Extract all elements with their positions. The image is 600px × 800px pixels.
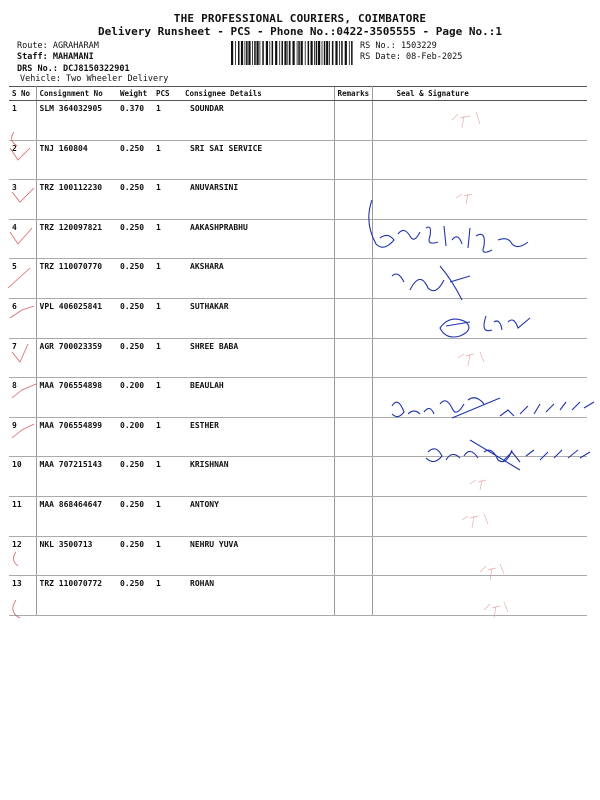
barcode-bar <box>241 41 243 65</box>
row-consignment-no: TRZ 110070770 <box>36 259 117 299</box>
drs-number: DRS No.: DCJ8150322901 <box>17 64 130 74</box>
row-pcs: 1 <box>153 298 182 338</box>
row-weight: 0.250 <box>117 298 153 338</box>
row-weight: 0.250 <box>117 140 153 180</box>
table-row <box>9 101 587 141</box>
row-pcs: 1 <box>153 417 182 457</box>
row-sno: 7 <box>9 338 36 378</box>
barcode-bar <box>282 41 284 65</box>
row-remarks <box>334 219 372 259</box>
barcode-bar <box>341 41 343 65</box>
table-row <box>9 536 587 576</box>
row-consignee: AAKASHPRABHU <box>182 219 334 259</box>
row-sno: 5 <box>9 259 36 299</box>
row-weight: 0.370 <box>117 101 153 141</box>
row-consignment-no: TRZ 100112230 <box>36 180 117 220</box>
barcode-bar <box>339 41 340 65</box>
row-sno: 12 <box>9 536 36 576</box>
row-sno: 10 <box>9 457 36 497</box>
row-sno: 3 <box>9 180 36 220</box>
row-pcs: 1 <box>153 259 182 299</box>
row-pcs: 1 <box>153 140 182 180</box>
barcode-bar <box>266 41 268 65</box>
row-sno: 8 <box>9 378 36 418</box>
row-sno: 2 <box>9 140 36 180</box>
table-row <box>9 259 587 299</box>
barcode-bar <box>318 41 320 65</box>
row-weight: 0.250 <box>117 180 153 220</box>
row-consignment-no: SLM 364032905 <box>36 101 117 141</box>
row-pcs: 1 <box>153 496 182 536</box>
row-consignee: ROHAN <box>182 576 334 616</box>
row-consignee: ANTONY <box>182 496 334 536</box>
table-row <box>9 298 587 338</box>
row-consignee: BEAULAH <box>182 378 334 418</box>
row-pcs: 1 <box>153 219 182 259</box>
table-row <box>9 180 587 220</box>
row-consignment-no: TRZ 110070772 <box>36 576 117 616</box>
row-pcs: 1 <box>153 101 182 141</box>
barcode-bar <box>254 41 256 65</box>
row-consignment-no: MAA 706554898 <box>36 378 117 418</box>
table-row <box>9 140 587 180</box>
barcode-bar <box>289 41 291 65</box>
row-sno: 1 <box>9 101 36 141</box>
table-row <box>9 378 587 418</box>
barcode-bar <box>351 41 353 65</box>
row-signature <box>372 219 587 259</box>
barcode-bar <box>329 41 330 65</box>
row-sno: 4 <box>9 219 36 259</box>
row-consignee: ANUVARSINI <box>182 180 334 220</box>
row-pcs: 1 <box>153 457 182 497</box>
barcode-bar <box>311 41 313 65</box>
barcode-bar <box>279 41 280 65</box>
barcode-bar <box>345 41 347 65</box>
barcode-bar <box>332 41 334 65</box>
row-consignee: AKSHARA <box>182 259 334 299</box>
row-consignment-no: MAA 706554899 <box>36 417 117 457</box>
row-remarks <box>334 259 372 299</box>
vehicle-label: Vehicle: Two Wheeler Delivery <box>20 74 169 84</box>
row-weight: 0.250 <box>117 259 153 299</box>
row-remarks <box>334 101 372 141</box>
barcode-bar <box>231 41 233 65</box>
row-weight: 0.200 <box>117 378 153 418</box>
table-row <box>9 219 587 259</box>
row-weight: 0.200 <box>117 417 153 457</box>
row-signature <box>372 417 587 457</box>
row-consignment-no: VPL 406025841 <box>36 298 117 338</box>
col-header-signature: Seal & Signature <box>372 87 587 101</box>
col-header-remarks: Remarks <box>334 87 372 101</box>
table-header-row <box>9 87 587 101</box>
col-header-pcs: PCS <box>153 87 182 101</box>
row-signature <box>372 496 587 536</box>
row-pcs: 1 <box>153 576 182 616</box>
barcode-bar <box>297 41 298 65</box>
row-consignee: NEHRU YUVA <box>182 536 334 576</box>
barcode-bar <box>248 41 250 65</box>
barcode-image <box>230 41 356 65</box>
row-weight: 0.250 <box>117 457 153 497</box>
row-consignment-no: TRZ 120097821 <box>36 219 117 259</box>
barcode-bar <box>293 41 295 65</box>
runsheet-table <box>9 86 587 616</box>
barcode-bar <box>324 41 326 65</box>
barcode-bar <box>262 41 264 65</box>
row-remarks <box>334 378 372 418</box>
company-title: THE PROFESSIONAL COURIERS, COIMBATORE <box>173 12 427 25</box>
barcode-bar <box>301 41 303 65</box>
barcode-bar <box>269 41 270 65</box>
row-sno: 11 <box>9 496 36 536</box>
barcode-bar <box>314 41 315 65</box>
row-signature <box>372 259 587 299</box>
rs-number: RS No.: 1503229 <box>360 41 437 51</box>
row-pcs: 1 <box>153 378 182 418</box>
barcode-bar <box>316 41 318 65</box>
row-consignee: SUTHAKAR <box>182 298 334 338</box>
route-label: Route: AGRAHARAM <box>17 41 99 51</box>
barcode-bar <box>298 41 300 65</box>
row-signature <box>372 298 587 338</box>
barcode-bar <box>308 41 310 65</box>
row-sno: 6 <box>9 298 36 338</box>
row-remarks <box>334 576 372 616</box>
row-consignment-no: AGR 700023359 <box>36 338 117 378</box>
row-signature <box>372 378 587 418</box>
row-remarks <box>334 457 372 497</box>
barcode-bar <box>246 41 248 65</box>
row-consignee: SHREE BABA <box>182 338 334 378</box>
barcode-bar <box>322 41 323 65</box>
row-sno: 9 <box>9 417 36 457</box>
barcode-bar <box>284 41 286 65</box>
runsheet-subtitle: Delivery Runsheet - PCS - Phone No.:0422-3505555 - Page No.:1 <box>98 25 502 38</box>
row-remarks <box>334 180 372 220</box>
table-row <box>9 417 587 457</box>
row-consignment-no: TNJ 160804 <box>36 140 117 180</box>
row-signature <box>372 180 587 220</box>
barcode-bar <box>235 41 236 65</box>
row-pcs: 1 <box>153 338 182 378</box>
row-signature <box>372 457 587 497</box>
row-remarks <box>334 536 372 576</box>
row-weight: 0.250 <box>117 536 153 576</box>
table-row <box>9 576 587 616</box>
barcode-bar <box>349 41 350 65</box>
row-signature <box>372 576 587 616</box>
barcode-bar <box>272 41 274 65</box>
barcode-bar <box>287 41 288 65</box>
row-consignee: SRI SAI SERVICE <box>182 140 334 180</box>
table-row <box>9 338 587 378</box>
col-header-consignment: Consignment No <box>36 87 117 101</box>
row-remarks <box>334 338 372 378</box>
barcode-bar <box>275 41 277 65</box>
col-header-weight: Weight <box>117 87 153 101</box>
row-weight: 0.250 <box>117 338 153 378</box>
col-header-consignee: Consignee Details <box>182 87 334 101</box>
row-remarks <box>334 298 372 338</box>
row-consignment-no: NKL 3500713 <box>36 536 117 576</box>
row-remarks <box>334 140 372 180</box>
barcode-bar <box>305 41 306 65</box>
row-remarks <box>334 496 372 536</box>
table-row <box>9 457 587 497</box>
row-signature <box>372 536 587 576</box>
row-weight: 0.250 <box>117 219 153 259</box>
row-pcs: 1 <box>153 536 182 576</box>
barcode-bar <box>257 41 259 65</box>
row-consignee: SOUNDAR <box>182 101 334 141</box>
row-remarks <box>334 417 372 457</box>
row-consignment-no: MAA 707215143 <box>36 457 117 497</box>
row-consignment-no: MAA 868464647 <box>36 496 117 536</box>
barcode-bar <box>238 41 240 65</box>
table-row <box>9 496 587 536</box>
col-header-sno: S No <box>9 87 36 101</box>
row-sno: 13 <box>9 576 36 616</box>
row-signature <box>372 338 587 378</box>
row-signature <box>372 140 587 180</box>
barcode-bar <box>252 41 253 65</box>
row-pcs: 1 <box>153 180 182 220</box>
staff-label: Staff: MAHAMANI <box>17 52 94 62</box>
row-signature <box>372 101 587 141</box>
rs-date: RS Date: 08-Feb-2025 <box>360 52 463 62</box>
barcode-bar <box>245 41 246 65</box>
barcode-bar <box>326 41 328 65</box>
barcode-bar <box>260 41 261 65</box>
row-consignee: ESTHER <box>182 417 334 457</box>
row-consignee: KRISHNAN <box>182 457 334 497</box>
barcode-bar <box>335 41 337 65</box>
row-weight: 0.250 <box>117 496 153 536</box>
row-weight: 0.250 <box>117 576 153 616</box>
